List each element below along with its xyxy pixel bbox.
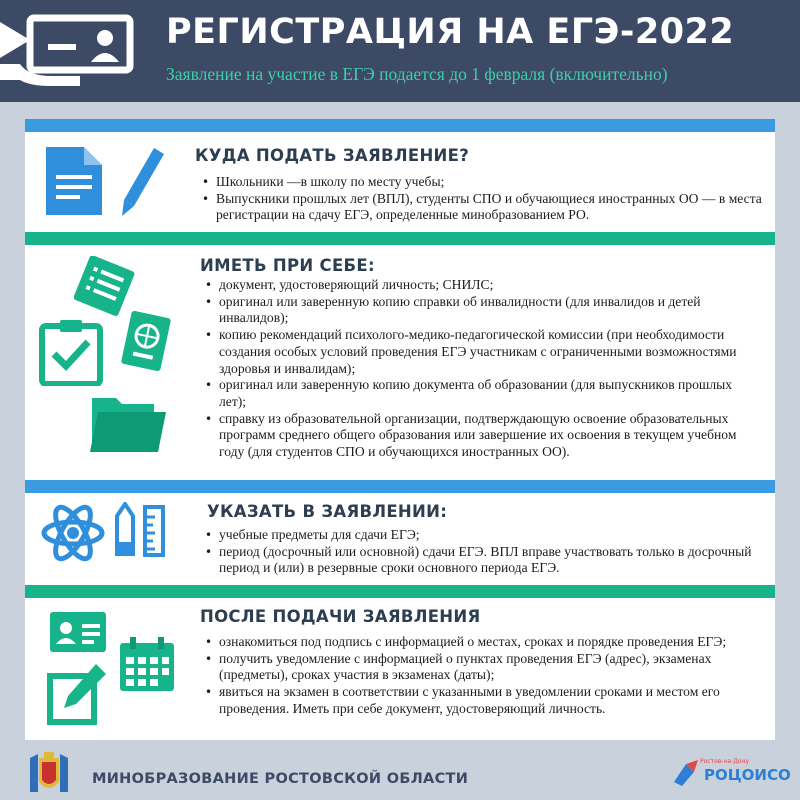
id-card-hand-icon [0, 0, 150, 96]
list-item: • справку из образовательной организации, подтверждающую освоение образовательных программ среднего общего образования или завершение их освоения в текущем учебном году (для студентов СПО и обучающихся иностранных ОО). [205, 411, 761, 461]
paper-list-icon [66, 256, 144, 316]
section-list [205, 527, 761, 577]
coat-of-arms-icon [24, 752, 74, 796]
list-item: • оригинал или заверенную копию документа об образовании (для выпускников прошлых лет); [205, 377, 761, 410]
section-title: УКАЗАТЬ В ЗАЯВЛЕНИИ: [207, 502, 448, 521]
section-divider-green [25, 585, 775, 598]
page-title: РЕГИСТРАЦИЯ НА ЕГЭ-2022 [166, 12, 735, 52]
list-item: • получить уведомление с информацией о пунктах проведения ЕГЭ (адрес), экзаменах (предметы), сроках участия в экзаменах (даты); [205, 651, 761, 684]
id-card-icon [48, 610, 108, 654]
ministry-name: МИНОБРАЗОВАНИЕ РОСТОВСКОЙ ОБЛАСТИ [92, 771, 469, 787]
section-title: ИМЕТЬ ПРИ СЕБЕ: [200, 256, 375, 275]
section-title: ПОСЛЕ ПОДАЧИ ЗАЯВЛЕНИЯ [200, 607, 481, 626]
atom-icon [40, 500, 106, 566]
section-title: КУДА ПОДАТЬ ЗАЯВЛЕНИЕ? [195, 146, 470, 165]
list-item: • копию рекомендаций психолого-медико-педагогической комиссии (при необходимости создания особых условий проведения ЕГЭ участникам с ограниченными возможностями здоровья и инвалидам); [205, 327, 761, 377]
list-item: • период (досрочный или основной) сдачи ЕГЭ. ВПЛ вправе участвовать только в досрочный период и (или) в резервные сроки основного периода ЕГЭ. [205, 544, 761, 577]
list-item: • Выпускники прошлых лет (ВПЛ), студенты СПО и обучающиеся иностранных ОО — в места регистрации на сдачу ЕГЭ, определенные минобразованием РО. [202, 191, 762, 224]
logo-city: Ростов-на-Дону [700, 758, 750, 765]
list-item: • оригинал или заверенную копию справки об инвалидности (для инвалидов и детей инвалидов); [205, 294, 761, 327]
calendar-icon [118, 637, 176, 693]
section-list [205, 277, 761, 461]
pencil-icon [113, 502, 137, 558]
list-item: • учебные предметы для сдачи ЕГЭ; [205, 527, 761, 544]
list-item: • Школьники —в школу по месту учебы; [202, 174, 762, 191]
logo-name: РОЦОИСО [704, 766, 791, 784]
section-divider-blue [25, 480, 775, 493]
list-item: • явиться на экзамен в соответствии с указанными в уведомлении сроками и местом его проведения. Иметь при себе документ, удостоверяющий личность. [205, 684, 761, 717]
pencil-icon [118, 146, 166, 218]
list-item: • ознакомиться под подпись с информацией о местах, сроках и порядке проведения ЕГЭ; [205, 634, 761, 651]
page-subtitle: Заявление на участие в ЕГЭ подается до 1 февраля (включительно) [166, 64, 668, 84]
section-divider-blue [25, 119, 775, 132]
folder-icon [88, 388, 168, 456]
section-list [205, 634, 761, 718]
list-item: • документ, удостоверяющий личность; СНИЛС; [205, 277, 761, 294]
ruler-icon [143, 505, 165, 557]
header-banner [0, 0, 800, 102]
section-divider-green [25, 232, 775, 245]
edit-icon [46, 662, 108, 726]
passport-icon [118, 310, 174, 372]
document-icon [44, 145, 104, 217]
section-list [202, 174, 762, 224]
rocoiso-logo-icon [672, 758, 702, 788]
clipboard-check-icon [38, 318, 104, 386]
